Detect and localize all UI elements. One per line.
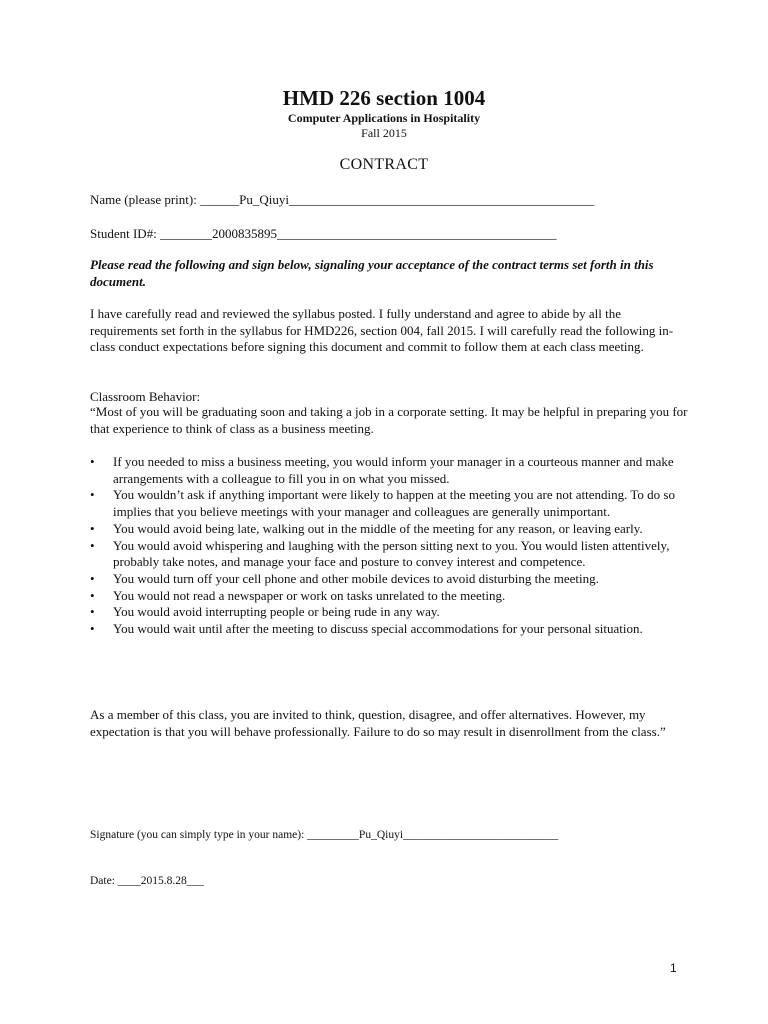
conduct-item <box>90 571 690 588</box>
bullet-icon: • <box>90 587 95 603</box>
conduct-item <box>90 538 690 571</box>
conduct-item-text: You would avoid whispering and laughing with the person sitting next to you. You would listen attentively, probably take notes, and manage your face and posture to convey interest and competence. <box>113 537 670 570</box>
course-subtitle: Computer Applications in Hospitality <box>287 111 481 125</box>
conduct-item-text: You would avoid interrupting people or being rude in any way. <box>113 604 440 620</box>
conduct-item-text: You would turn off your cell phone and other mobile devices to avoid disturbing the meeting. <box>113 570 599 586</box>
conduct-item-text: You would not read a newspaper or work on tasks unrelated to the meeting. <box>113 587 506 603</box>
conduct-item-text: You wouldn’t ask if anything important were likely to happen at the meeting you are not attending. To do so implies that you believe meetings with your manager and colleagues are generally unimportant. <box>113 487 675 520</box>
conduct-item <box>90 521 690 538</box>
bullet-icon: • <box>90 537 95 553</box>
conduct-item <box>90 487 690 520</box>
signature-field: Signature (you can simply type in your name): _________Pu_Qiuyi___________________________ <box>90 829 559 841</box>
conduct-list <box>90 454 690 638</box>
conduct-item <box>90 604 690 621</box>
name-field: Name (please print): ______Pu_Qiuyi_______________________________________________ <box>90 192 595 207</box>
intro-paragraph: I have carefully read and reviewed the syllabus posted. I fully understand and agree to abide by all the requirements set forth in the syllabus for HMD226, section 004, fall 2015. I will carefully read the following in-class conduct expectations before signing this document and commit to follow them at each class meeting. <box>90 306 674 355</box>
conduct-item-text: You would avoid being late, walking out in the middle of the meeting for any reason, or leaving early. <box>113 520 643 536</box>
bullet-icon: • <box>90 454 95 469</box>
contract-heading: CONTRACT <box>339 156 429 173</box>
bullet-icon: • <box>90 487 95 503</box>
instructions-text: Please read the following and sign below, signaling your acceptance of the contract terms set forth in this document. <box>90 257 654 289</box>
conduct-item <box>90 621 690 638</box>
course-title: HMD 226 section 1004 <box>282 86 486 110</box>
closing-paragraph: As a member of this class, you are invited to think, question, disagree, and offer alternatives. However, my expectation is that you will behave professionally. Failure to do so may result in disenrollment from the class.” <box>90 707 666 739</box>
page-number: 1 <box>670 961 677 975</box>
conduct-item-text: You would wait until after the meeting to discuss special accommodations for your personal situation. <box>113 621 643 637</box>
course-term: Fall 2015 <box>361 126 407 140</box>
behavior-quote: “Most of you will be graduating soon and taking a job in a corporate setting. It may be helpful in preparing you for that experience to think of class as a business meeting. <box>90 404 688 436</box>
date-field: Date: ____2015.8.28___ <box>90 875 205 887</box>
conduct-item-text: If you needed to miss a business meeting, you would inform your manager in a courteous manner and make arrangements with a colleague to fill you in on what you missed. <box>113 454 674 486</box>
bullet-icon: • <box>90 621 95 637</box>
conduct-item <box>90 588 690 605</box>
bullet-icon: • <box>90 520 95 536</box>
student-id-field: Student ID#: ________2000835895___________________________________________ <box>90 226 557 241</box>
bullet-icon: • <box>90 570 95 586</box>
bullet-icon: • <box>90 604 95 620</box>
conduct-item <box>90 454 690 487</box>
behavior-heading: Classroom Behavior: <box>90 389 201 404</box>
